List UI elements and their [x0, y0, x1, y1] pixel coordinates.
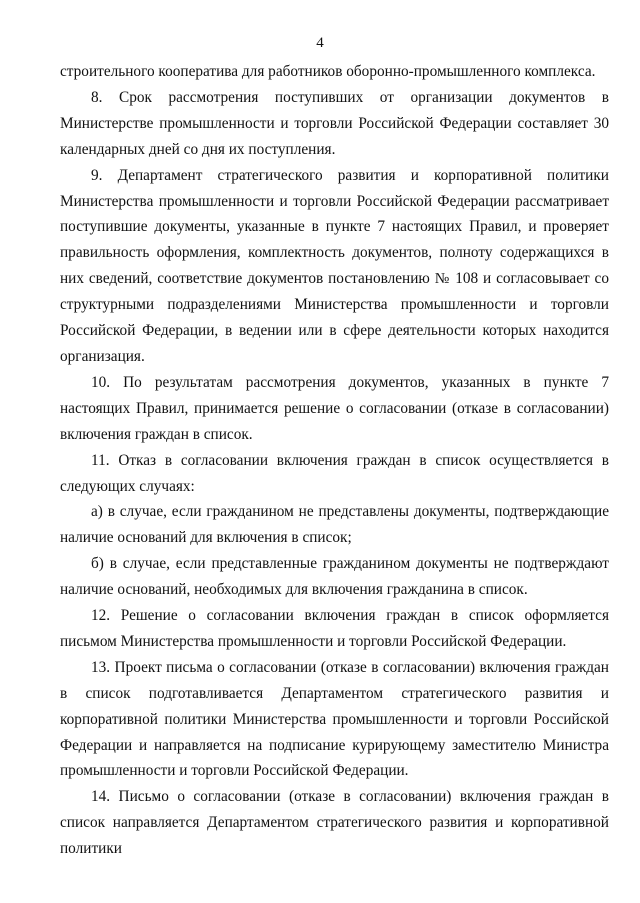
paragraph-continuation: строительного кооператива для работников оборонно-промышленного комплекса. — [60, 63, 596, 80]
page-number: 4 — [316, 35, 324, 51]
document-body — [60, 59, 609, 862]
paragraph-subitem-b: б) в случае, если представленные гражданином документы не подтверждают наличие оснований, необходимых для включения гражданина в список. — [60, 555, 609, 599]
paragraph-item-11: 11. Отказ в согласовании включения граждан в список осуществляется в следующих случаях: — [60, 451, 609, 495]
paragraph-item-9: 9. Департамент стратегического развития и корпоративной политики Министерства промышленности и торговли Российской Федерации рассматривает поступившие документы, указанные в пункте 7 настоящих Правил, и проверяет правильность оформления, комплектность документов, полноту содержащихся в них сведений, соответствие документов постановлению № 108 и согласовывает со структурными подразделениями Министерства промышленности и торговли Российской Федерации, в ведении или в сфере деятельности которых находится организация. — [60, 166, 609, 365]
paragraph-item-13: 13. Проект письма о согласовании (отказе в согласовании) включения граждан в список подготавливается Департаментом стратегического развития и корпоративной политики Министерства промышленности и торговли Российской Федерации и направляется на подписание курирующему заместителю Министра промышленности и торговли Российской Федерации. — [60, 658, 609, 780]
paragraph-item-14: 14. Письмо о согласовании (отказе в согласовании) включения граждан в список направляется Департаментом стратегического развития и корпоративной политики — [60, 788, 609, 858]
paragraph-item-10: 10. По результатам рассмотрения документов, указанных в пункте 7 настоящих Правил, принимается решение о согласовании (отказе в согласовании) включения граждан в список. — [60, 373, 609, 443]
paragraph-item-8: 8. Срок рассмотрения поступивших от организации документов в Министерстве промышленности и торговли Российской Федерации составляет 30 календарных дней со дня их поступления. — [60, 88, 609, 158]
paragraph-item-12: 12. Решение о согласовании включения граждан в список оформляется письмом Министерства промышленности и торговли Российской Федерации. — [60, 607, 609, 650]
paragraph-subitem-a: а) в случае, если гражданином не представлены документы, подтверждающие наличие оснований для включения в список; — [60, 503, 609, 547]
